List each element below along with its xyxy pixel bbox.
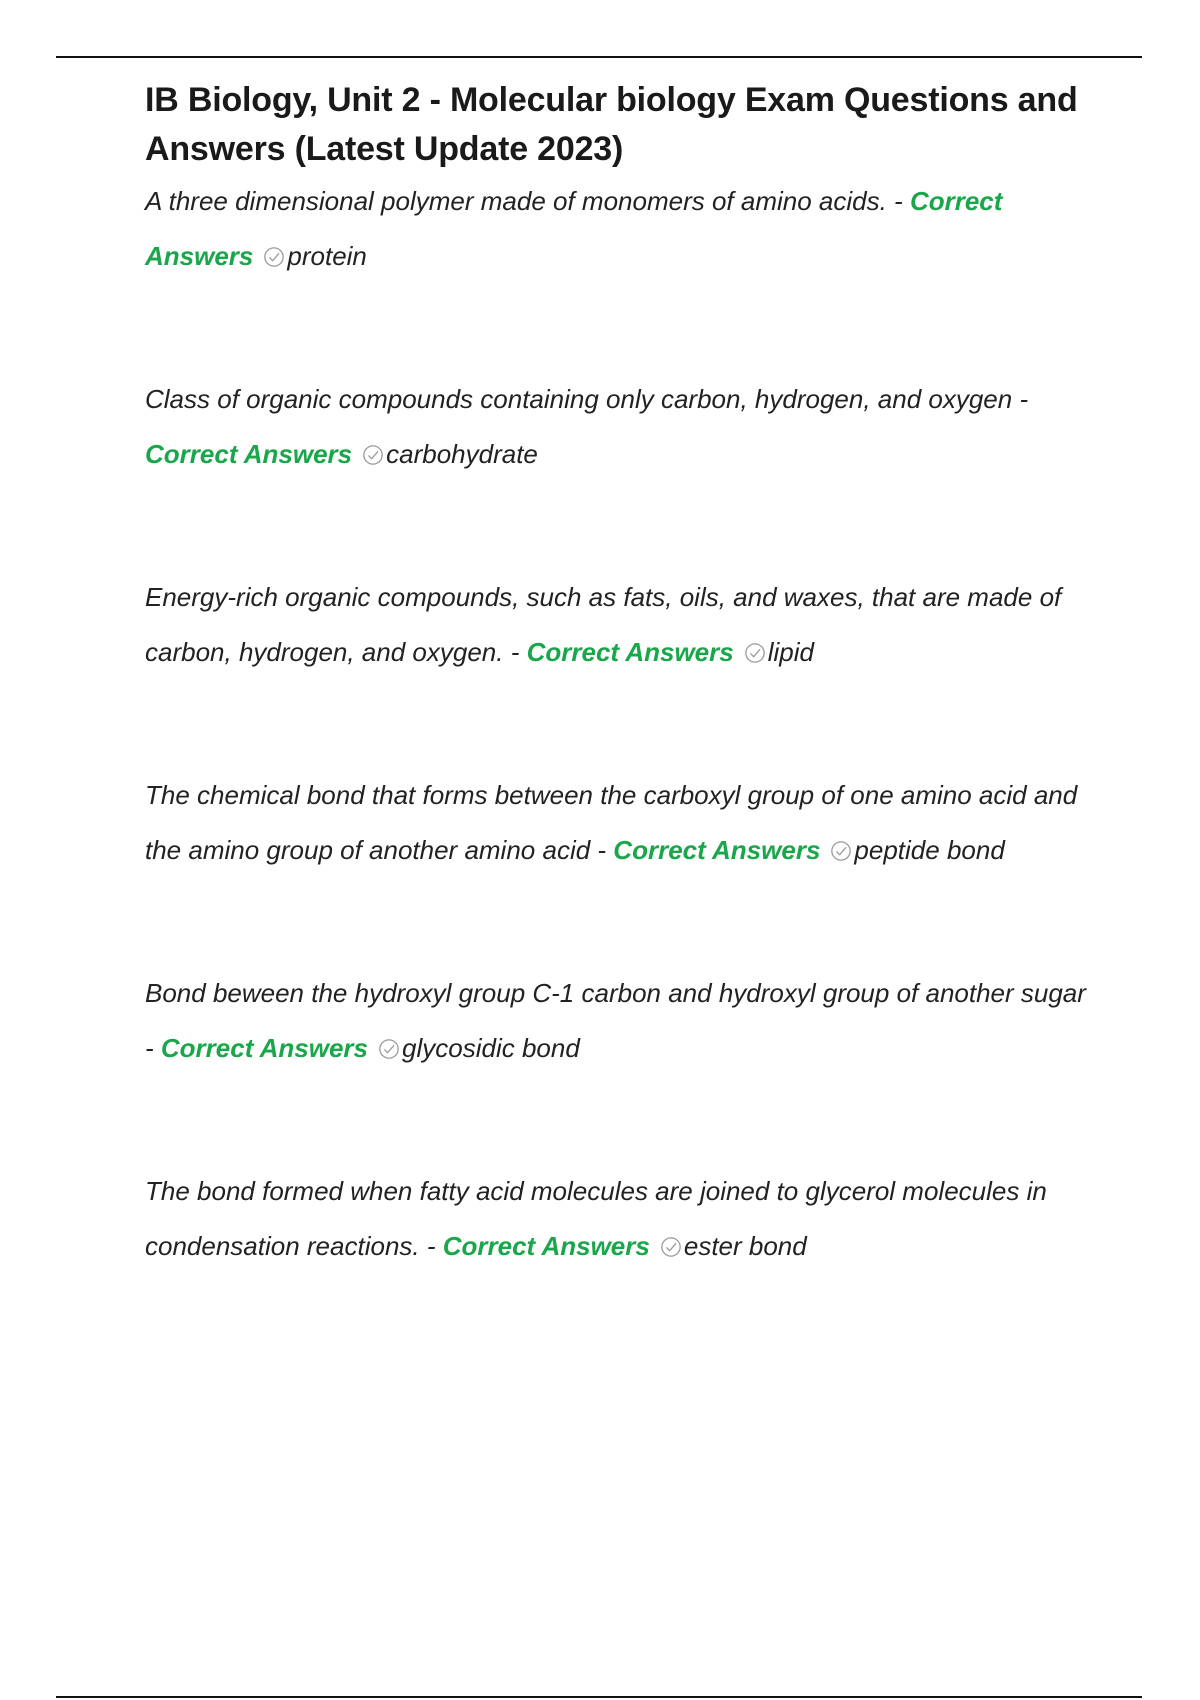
question-text: Energy-rich organic compounds, such as fats, oils, and waxes, that are made of carbon, hydrogen, and oxygen. [145,582,1062,667]
separator: - [590,835,614,865]
answer-text: lipid [767,637,814,667]
answer-text: peptide bond [854,835,1005,865]
check-circle-icon [830,840,852,862]
correct-answers-label: Correct Answers [160,1033,369,1063]
separator: - [419,1231,443,1261]
check-circle-icon [378,1038,400,1060]
question-text: The chemical bond that forms between the carboxyl group of one amino acid and the amino group of another amino acid [145,780,1078,865]
separator: - [886,186,910,216]
bottom-rule [56,1696,1142,1698]
qa-item [145,570,1095,680]
correct-answers-label: Correct Answers [145,439,353,469]
check-circle-icon [744,642,766,664]
correct-answers-label: Correct Answers [526,637,734,667]
qa-item [145,372,1095,482]
question-text: Bond beween the hydroxyl group C-1 carbon and hydroxyl group of another sugar [145,978,1086,1008]
top-rule [56,56,1142,58]
separator: - [1012,384,1029,414]
qa-item [145,1164,1095,1274]
correct-answers-label: Correct Answers [145,186,1003,271]
separator: - [503,637,527,667]
answer-text: carbohydrate [386,439,538,469]
document-body [145,76,1095,1274]
qa-item [145,768,1095,878]
page-title: IB Biology, Unit 2 - Molecular biology Exam Questions and Answers (Latest Update 2023) [145,81,1078,168]
question-text: The bond formed when fatty acid molecules are joined to glycerol molecules in condensation reactions. [145,1176,1047,1261]
check-circle-icon [263,246,285,268]
answer-text: protein [287,241,367,271]
correct-answers-label: Correct Answers [442,1231,650,1261]
question-text: Class of organic compounds containing only carbon, hydrogen, and oxygen [145,384,1013,414]
qa-item [145,174,1095,284]
check-circle-icon [660,1236,682,1258]
correct-answers-label: Correct Answers [613,835,821,865]
qa-item [145,966,1095,1076]
check-circle-icon [362,444,384,466]
separator: - [145,1033,161,1063]
answer-text: ester bond [683,1231,807,1261]
answer-text: glycosidic bond [402,1033,580,1063]
question-text: A three dimensional polymer made of monomers of amino acids. [145,186,887,216]
